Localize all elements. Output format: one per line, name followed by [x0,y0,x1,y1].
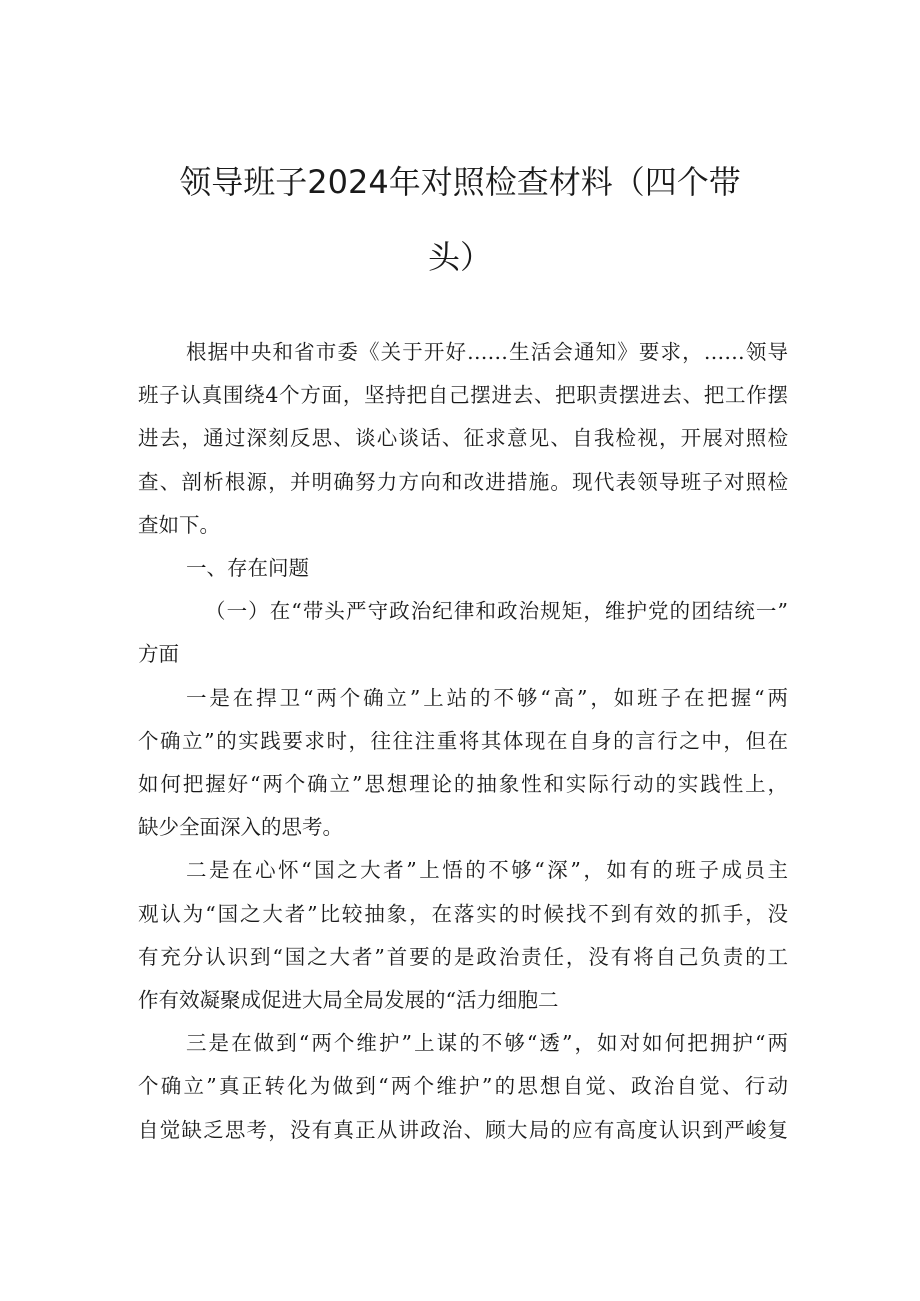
body-line: 方面 [138,642,179,667]
body-line: 查如下。 [138,512,220,537]
body-line: 查、剖析根源，并明确努力方向和改进措施。现代表领导班子对照检 [138,469,788,494]
body-line: 根据中央和省市委《关于开好……生活会通知》要求，……领导 [186,340,788,364]
body-line: 一、存在问题 [186,556,309,580]
body-line: 个确立”真正转化为做到“两个维护”的思想自觉、政治自觉、行动 [138,1074,788,1099]
body-line: 三是在做到“两个维护”上谋的不够“透”，如对如何把拥护“两 [186,1031,788,1056]
document-title-line-1: 领导班子2024年对照检查材料（四个带 [179,163,741,201]
body-line: 观认为“国之大者”比较抽象，在落实的时候找不到有效的抓手，没 [138,901,788,926]
body-line: 个确立”的实践要求时，往往注重将其体现在自身的言行之中，但在 [138,728,788,753]
body-line: 班子认真围绕4个方面，坚持把自己摆进去、把职责摆进去、把工作摆 [138,383,788,408]
body-line: 缺少全面深入的思考。 [138,815,343,840]
body-line: （一）在“带头严守政治纪律和政治规矩，维护党的团结统一” [205,599,788,624]
body-line: 二是在心怀“国之大者”上悟的不够“深”，如有的班子成员主 [186,858,788,883]
body-line: 如何把握好“两个确立”思想理论的抽象性和实际行动的实践性上， [138,772,788,796]
body-line: 有充分认识到“国之大者”首要的是政治责任，没有将自己负责的工 [138,944,788,969]
body-line: 自觉缺乏思考，没有真正从讲政治、顾大局的应有高度认识到严峻复 [138,1117,788,1142]
document-title-line-2: 头） [427,238,492,276]
body-line: 作有效凝聚成促进大局全局发展的“活力细胞二 [138,988,559,1012]
body-line: 一是在捍卫“两个确立”上站的不够“高”，如班子在把握“两 [186,685,788,710]
body-line: 进去，通过深刻反思、谈心谈话、征求意见、自我检视，开展对照检 [138,426,788,451]
